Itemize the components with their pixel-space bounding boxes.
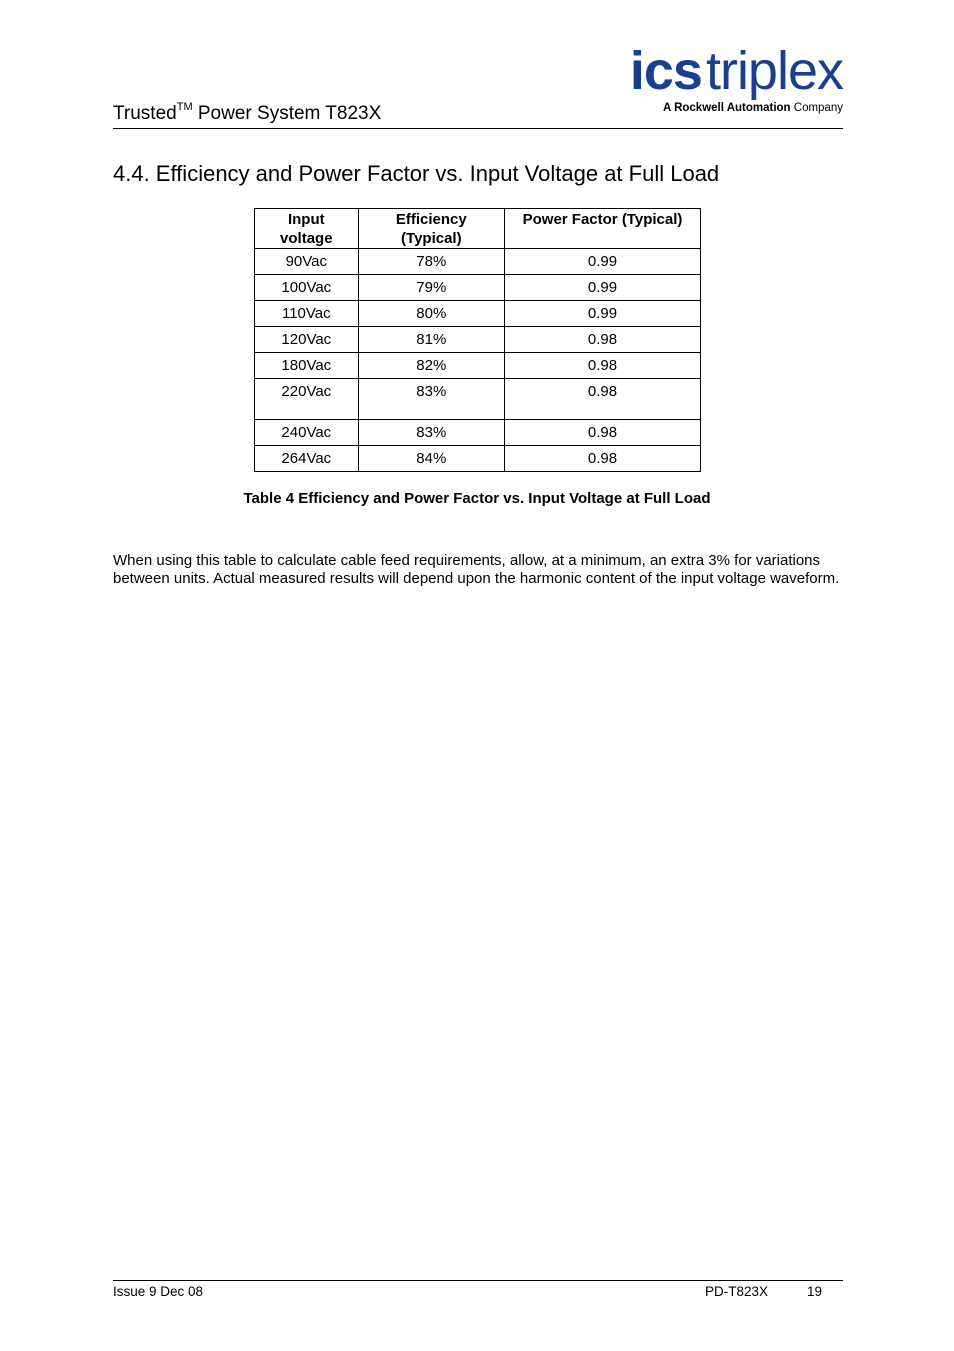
table-caption: Table 4 Efficiency and Power Factor vs. Input Voltage at Full Load [243, 490, 711, 507]
cell-efficiency: 80% [358, 301, 504, 327]
header-efficiency [358, 209, 504, 249]
cell-input-voltage: 90Vac [255, 249, 359, 275]
table-row [255, 249, 701, 275]
trademark-mark: TM [176, 101, 193, 113]
section-heading: 4.4. Efficiency and Power Factor vs. Input Voltage at Full Load [113, 161, 720, 186]
document-id: PD-T823X [705, 1284, 769, 1299]
header-input-voltage [255, 209, 359, 249]
cell-input-voltage: 220Vac [255, 379, 359, 420]
page-footer [113, 1280, 843, 1299]
cell-input-voltage: 180Vac [255, 353, 359, 379]
cell-input-voltage: 264Vac [255, 446, 359, 472]
document-title [113, 101, 381, 125]
cell-power-factor: 0.98 [505, 327, 701, 353]
table-header-row [255, 209, 701, 249]
table-row [255, 379, 701, 420]
logo-tagline-company: Company [790, 102, 843, 114]
header-power-factor [505, 209, 701, 249]
logo-word-triplex: triplex [705, 41, 843, 101]
cell-power-factor: 0.98 [505, 379, 701, 420]
header-line: Power Factor (Typical) [522, 211, 683, 228]
header-line: (Typical) [401, 230, 462, 247]
cell-input-voltage: 120Vac [255, 327, 359, 353]
cell-power-factor: 0.98 [505, 353, 701, 379]
page-header [113, 40, 843, 129]
logo-tagline-main: A Rockwell Automation [663, 102, 791, 114]
cell-power-factor: 0.98 [505, 446, 701, 472]
logo-word-ics: ics [629, 41, 702, 101]
page-number: 19 [807, 1284, 823, 1299]
cell-efficiency: 84% [358, 446, 504, 472]
table-row [255, 301, 701, 327]
body-paragraph: When using this table to calculate cable feed requirements, allow, at a minimum, an extra 3% for variations between units. Actual measured results will depend upon the harmonic content of the input voltage waveform. [113, 552, 840, 587]
cell-power-factor: 0.99 [505, 275, 701, 301]
logo-wordmark [611, 41, 843, 101]
company-logo [611, 41, 843, 114]
cell-efficiency: 81% [358, 327, 504, 353]
title-prefix: Trusted [113, 103, 177, 124]
logo-tagline [611, 102, 843, 114]
efficiency-table [254, 208, 701, 472]
header-line: Efficiency [395, 211, 467, 228]
cell-input-voltage: 110Vac [255, 301, 359, 327]
cell-efficiency: 83% [358, 420, 504, 446]
cell-efficiency: 82% [358, 353, 504, 379]
issue-date: Issue 9 Dec 08 [113, 1284, 204, 1299]
cell-efficiency: 79% [358, 275, 504, 301]
cell-efficiency: 78% [358, 249, 504, 275]
cell-power-factor: 0.99 [505, 249, 701, 275]
table-row [255, 275, 701, 301]
table-row [255, 353, 701, 379]
header-line: voltage [280, 230, 333, 247]
header-line: Input [287, 211, 325, 228]
cell-power-factor: 0.99 [505, 301, 701, 327]
cell-efficiency: 83% [358, 379, 504, 420]
cell-power-factor: 0.98 [505, 420, 701, 446]
table-row [255, 420, 701, 446]
cell-input-voltage: 240Vac [255, 420, 359, 446]
cell-input-voltage: 100Vac [255, 275, 359, 301]
table-row [255, 327, 701, 353]
table-row [255, 446, 701, 472]
title-suffix: Power System T823X [192, 103, 382, 124]
